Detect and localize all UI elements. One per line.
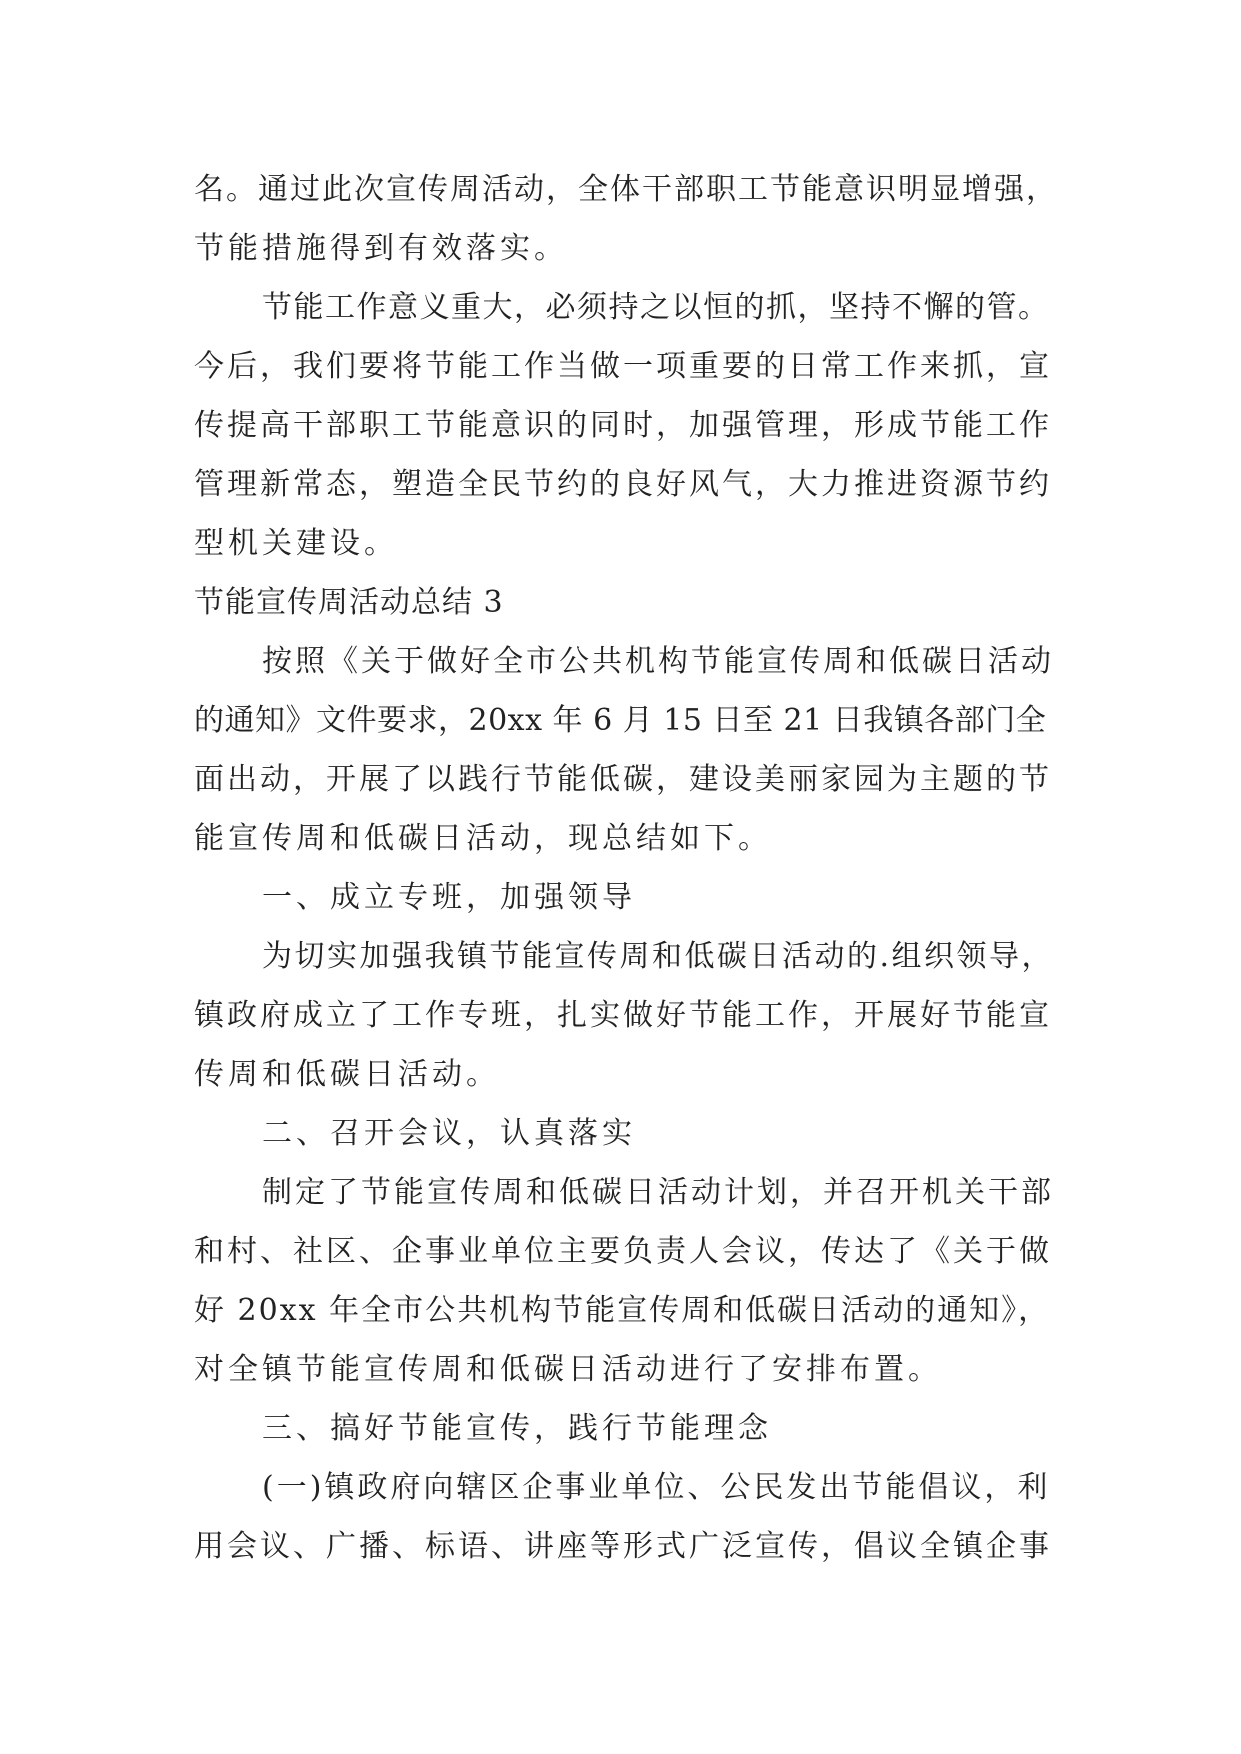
text-line: 名。通过此次宣传周活动，全体干部职工节能意识明显增强，	[194, 172, 1058, 207]
text-line: 镇政府成立了工作专班，扎实做好节能工作，开展好节能宣	[194, 998, 1052, 1033]
text-line: 节能工作意义重大，必须持之以恒的抓，坚持不懈的管。	[262, 290, 1050, 325]
text-line: 今后，我们要将节能工作当做一项重要的日常工作来抓，宣	[194, 349, 1052, 384]
text-line: 用会议、广播、标语、讲座等形式广泛宣传，倡议全镇企事	[194, 1529, 1052, 1564]
text-line: 为切实加强我镇节能宣传周和低碳日活动的.组织领导，	[262, 939, 1055, 974]
text-line: 二、召开会议，认真落实	[262, 1116, 636, 1151]
text-line: 的通知》文件要求，20xx 年 6 月 15 日至 21 日我镇各部门全	[194, 703, 1047, 738]
text-line: 和村、社区、企事业单位主要负责人会议，传达了《关于做	[194, 1234, 1052, 1269]
text-line: 传周和低碳日活动。	[194, 1057, 500, 1092]
text-line: 管理新常态，塑造全民节约的良好风气，大力推进资源节约	[194, 467, 1052, 502]
text-line: 面出动，开展了以践行节能低碳，建设美丽家园为主题的节	[194, 762, 1052, 797]
text-line: 对全镇节能宣传周和低碳日活动进行了安排布置。	[194, 1352, 942, 1387]
text-line: 按照《关于做好全市公共机构节能宣传周和低碳日活动	[262, 644, 1054, 679]
text-line: 型机关建设。	[194, 526, 398, 561]
document-body	[194, 160, 1061, 1576]
text-line: (一)镇政府向辖区企事业单位、公民发出节能倡议，利	[262, 1470, 1051, 1505]
text-line: 传提高干部职工节能意识的同时，加强管理，形成节能工作	[194, 408, 1052, 443]
text-line: 节能措施得到有效落实。	[194, 231, 568, 266]
text-line: 好 20xx 年全市公共机构节能宣传周和低碳日活动的通知》，	[194, 1293, 1051, 1328]
text-line: 三、搞好节能宣传，践行节能理念	[262, 1411, 772, 1446]
text-line: 制定了节能宣传周和低碳日活动计划，并召开机关干部	[262, 1175, 1054, 1210]
text-line: 能宣传周和低碳日活动，现总结如下。	[194, 821, 772, 856]
text-line: 一、成立专班，加强领导	[262, 880, 636, 915]
section-heading: 节能宣传周活动总结 3	[194, 585, 504, 620]
